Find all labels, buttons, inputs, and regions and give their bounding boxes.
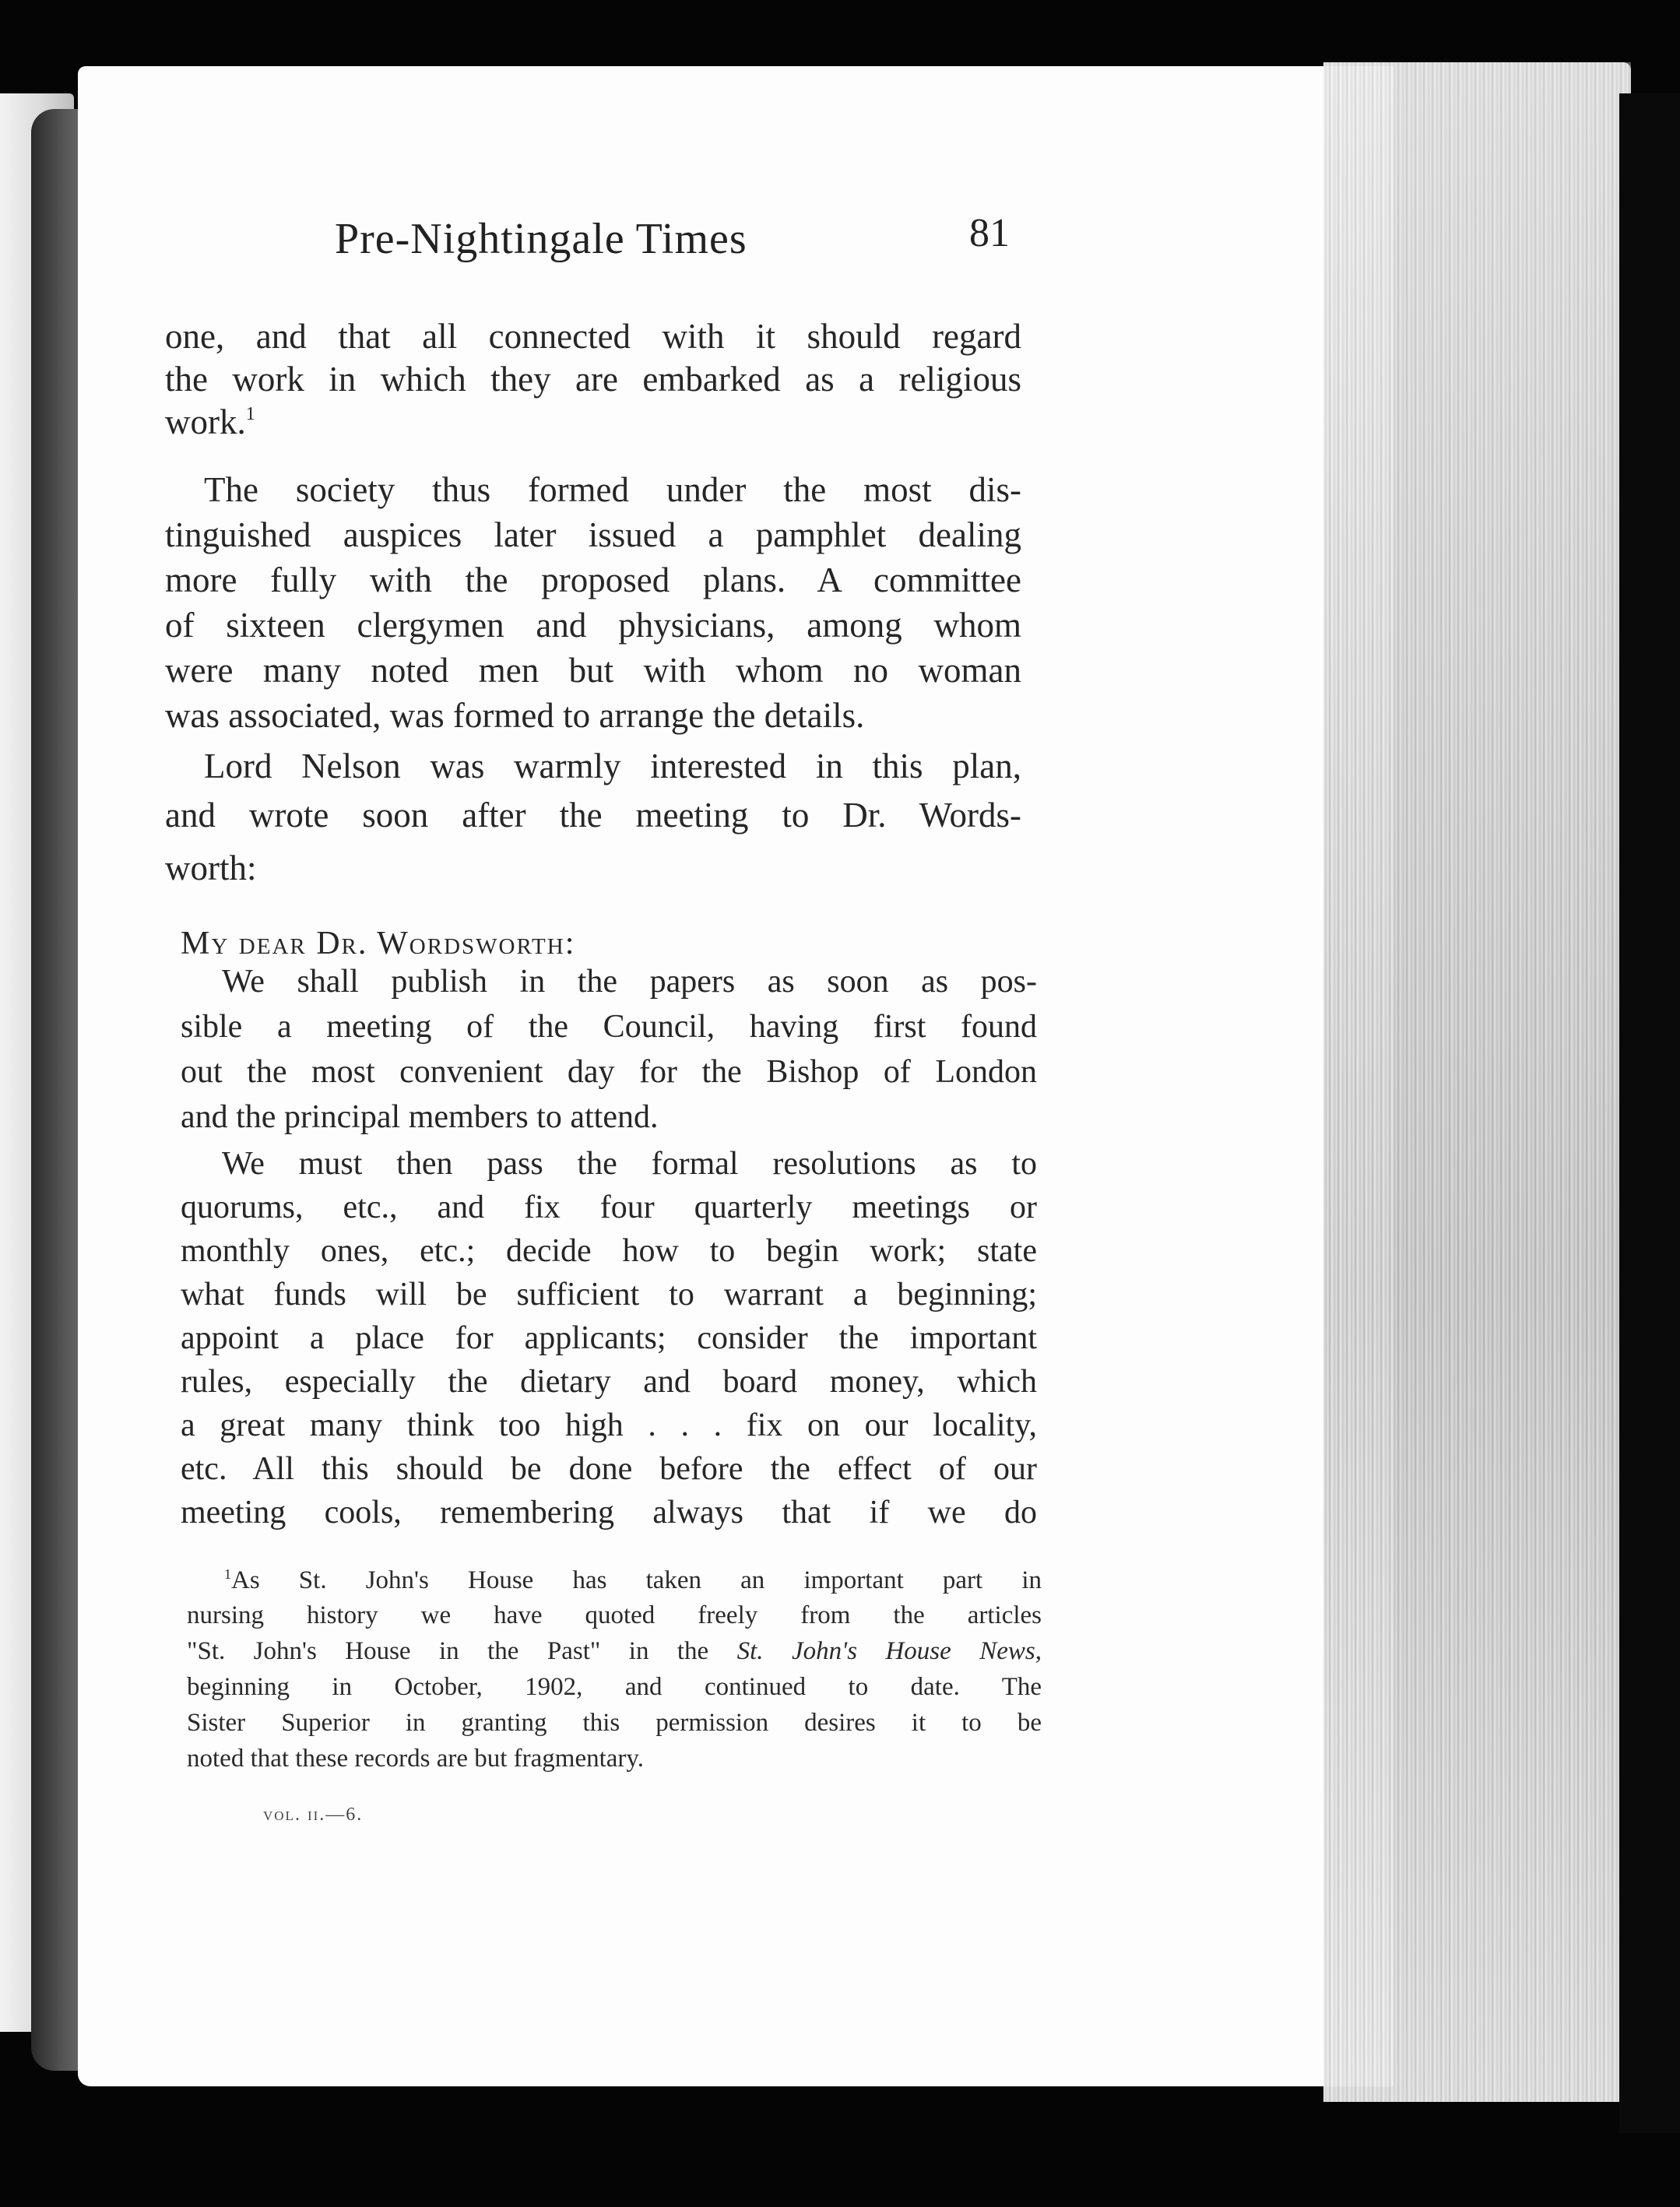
text-line: and wrote soon after the meeting to Dr. Words- xyxy=(165,796,1021,835)
text-line: etc. All this should be done before the effect of our xyxy=(181,1451,1037,1487)
text-line: Lord Nelson was warmly interested in this plan, xyxy=(204,747,1021,785)
text-line: rules, especially the dietary and board money, which xyxy=(181,1364,1037,1400)
text-line: a great many think too high . . . fix on our locality, xyxy=(181,1407,1037,1443)
letter-salutation: My dear Dr. Wordsworth: xyxy=(181,926,576,961)
text-line: and the principal members to attend. xyxy=(181,1099,659,1135)
footnote-line: noted that these records are but fragmentary. xyxy=(187,1745,645,1773)
footnote-ref: 1 xyxy=(245,404,255,424)
text-line: We must then pass the formal resolutions as to xyxy=(222,1146,1037,1182)
text-line: what funds will be sufficient to warrant a beginning; xyxy=(181,1277,1037,1313)
text-line: were many noted men but with whom no woman xyxy=(165,651,1021,690)
text-line: monthly ones, etc.; decide how to begin work; state xyxy=(181,1233,1037,1269)
text-line: was associated, was formed to arrange the details. xyxy=(165,696,865,735)
text-line: more fully with the proposed plans. A committee xyxy=(165,561,1021,599)
text-line: meeting cools, remembering always that if we do xyxy=(181,1495,1037,1530)
text-line: one, and that all connected with it should regard xyxy=(165,317,1021,356)
text-line: work.$^1$ xyxy=(165,402,255,441)
text-line: quorums, etc., and fix four quarterly meetings or xyxy=(181,1190,1037,1225)
footnote-line: Sister Superior in granting this permission desires it to be xyxy=(187,1709,1042,1737)
footnote-line: $^1$As St. John's House has taken an important part in xyxy=(224,1566,1042,1594)
background-dark xyxy=(1619,93,1680,2133)
signature-mark: vol. ii.—6. xyxy=(263,1805,364,1825)
footnote-marker: 1 xyxy=(224,1566,231,1582)
text-line: tinguished auspices later issued a pamphlet dealing xyxy=(165,515,1021,554)
page-number: 81 xyxy=(969,211,1010,255)
running-head: Pre-Nightingale Times xyxy=(335,215,747,263)
text-line: worth: xyxy=(165,849,257,887)
footnote-line: beginning in October, 1902, and continued to date. The xyxy=(187,1673,1042,1701)
text-line: The society thus formed under the most dis- xyxy=(204,470,1021,509)
text-line: the work in which they are embarked as a religious xyxy=(165,360,1021,399)
text-line: sible a meeting of the Council, having first found xyxy=(181,1009,1037,1045)
page-block-edges xyxy=(1323,62,1631,2102)
footnote-line: "St. John's House in the Past" in the St. John's House News, xyxy=(187,1637,1042,1665)
text-line: of sixteen clergymen and physicians, among whom xyxy=(165,606,1021,645)
text-line: out the most convenient day for the Bishop of London xyxy=(181,1054,1037,1090)
text-line: appoint a place for applicants; consider the important xyxy=(181,1320,1037,1356)
footnote-line: nursing history we have quoted freely from the articles xyxy=(187,1601,1042,1629)
text-line: We shall publish in the papers as soon as pos- xyxy=(222,964,1037,1000)
